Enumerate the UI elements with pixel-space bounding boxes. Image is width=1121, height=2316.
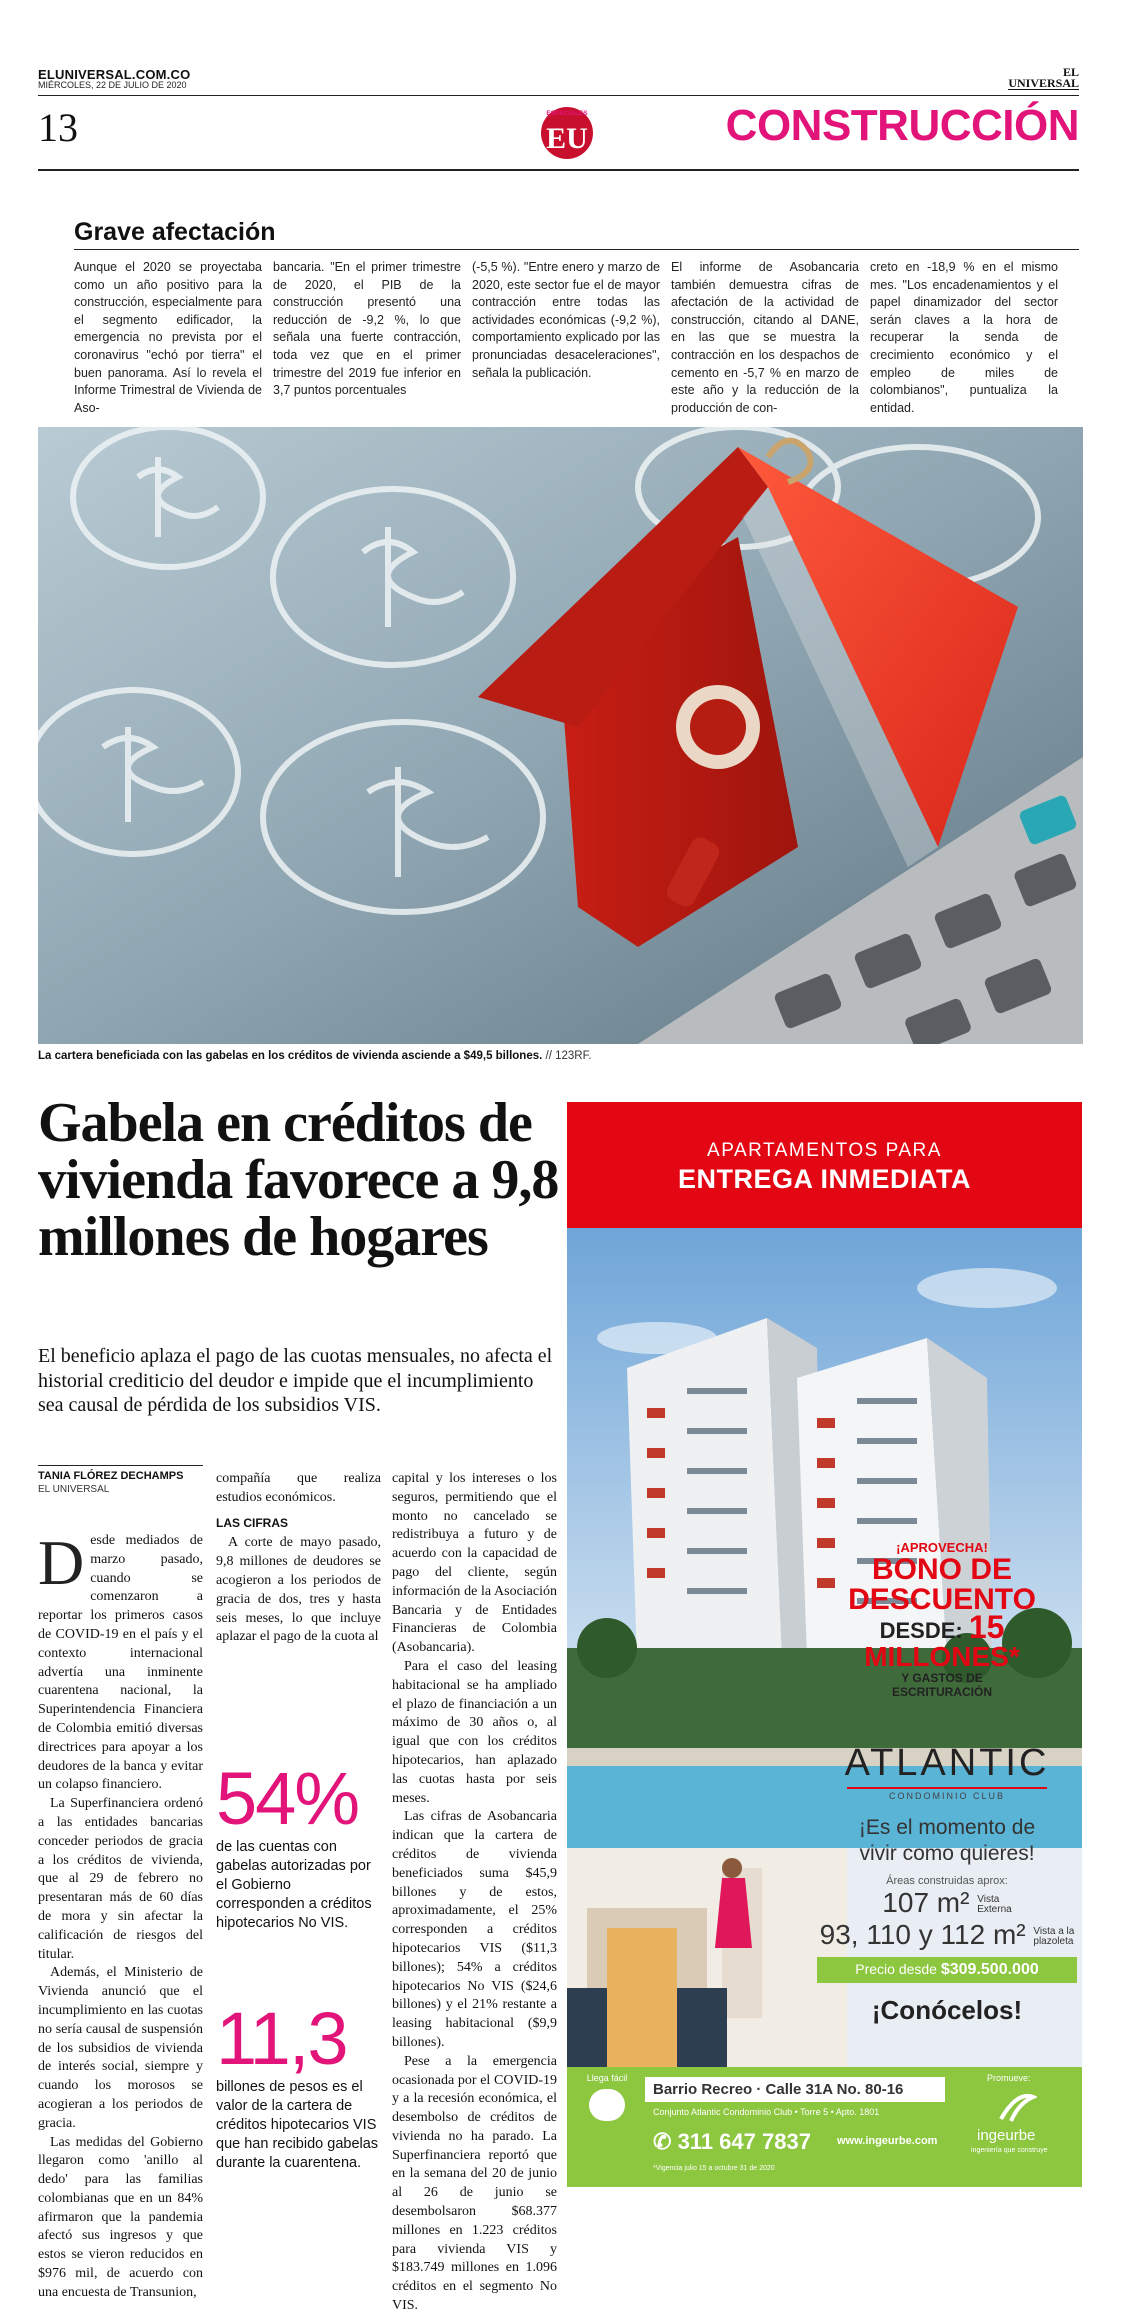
- eu-big-text: EU: [546, 122, 588, 155]
- paragraph: Pese a la emergencia ocasionada por el COVID-19 y a la recesión económica, el desembolso de créditos de vivienda no ha parado. La Superfinanciera reportó que en la semana del 20 de junio al 26 de junio se desembolsaron $68.377 millones en 1.223 créditos para vivienda VIS y $183.749 millones en 1.096 créditos en el segmento No VIS.: [392, 2053, 557, 2314]
- phone-icon: ✆: [653, 2129, 672, 2154]
- article-deck: El beneficio aplaza el pago de las cuotas mensuales, no afecta el historial crediticio del deudor e impide que el incumplimiento sea causal de pérdida de los subsidios VIS.: [38, 1345, 553, 1416]
- promo-desde: DESDE:: [879, 1618, 963, 1643]
- sidebar-story-title: Grave afectación: [74, 218, 276, 246]
- price-bar: [817, 1957, 1077, 1983]
- area-2: 93, 110 y 112 m²: [819, 1919, 1026, 1950]
- area-2-note-2: plazoleta: [1033, 1936, 1074, 1947]
- logo-bottom: UNIVERSAL: [1008, 76, 1079, 90]
- paragraph: compañía que realiza estudios económicos.: [216, 1471, 381, 1505]
- eu-small-text: ESPECIALES: [546, 110, 588, 117]
- site-url: ELUNIVERSAL.COM.CO: [38, 67, 191, 82]
- disclaimer: *Vigencia julio 15 a octubre 31 de 2020: [653, 2165, 775, 2172]
- area-row-2: [817, 1919, 1077, 1951]
- article-column-3: [392, 1470, 557, 2316]
- price-label: Precio desde: [855, 1961, 937, 1977]
- paragraph: Las medidas del Gobierno llegaron como 'anillo al dedo' para las familias colombianas que en un 84% afirmaron que la pandemia afectó sus ingresos y que estos se vieron reducidos en $976 mil, de acuerdo con una encuesta de Transunion,: [38, 2134, 203, 2300]
- stat-box-1: [216, 1757, 381, 1933]
- sidebar-story-column-5: creto en -18,9 % en el mismo mes. "Los encadenamientos y el papel dinamizador del sector serán claves a la hora de recuperar la senda de crecimiento económico y el empleo de miles de colombianos", puntualiza la entidad.: [870, 260, 1058, 415]
- promo-line-5: MILLONES*: [864, 1641, 1020, 1672]
- ad-top-bold: ENTREGA INMEDIATA: [678, 1164, 971, 1194]
- subhead: LAS CIFRAS: [216, 1515, 288, 1530]
- promo-line-3: DESCUENTO: [848, 1583, 1036, 1616]
- promo-line-7: ESCRITURACIÓN: [891, 1685, 992, 1699]
- slogan-line-2: vivir como quieres!: [859, 1842, 1035, 1865]
- paragraph: Para el caso del leasing habitacional se ha ampliado el plazo de financiación a un máximo de 30 años o, al igual que con los créditos hipotecarios, han aplazado las cuotas hasta por seis meses.: [392, 1658, 557, 1806]
- header-rule: [38, 95, 1079, 96]
- byline-rule: [38, 1465, 203, 1466]
- sidebar-story-column-3: (-5,5 %). "Entre enero y marzo de 2020, este sector fue el de mayor contracción entre todas las actividades económicas (-9,2 %), comportamiento explicado por las pronunciadas desaceleraciones", señala la publicación.: [472, 260, 660, 380]
- promo-badge: [817, 1540, 1067, 1699]
- brand-name: ATLANTIC: [844, 1742, 1050, 1784]
- advertisement-atlantic[interactable]: [567, 1102, 1082, 2187]
- article-column-2: [216, 1470, 381, 1647]
- slogan-line-1: ¡Es el momento de: [858, 1816, 1036, 1839]
- article-headline: Gabela en créditos de vivienda favorece a 9,8 millones de hogares: [38, 1092, 559, 1268]
- sidebar-story-column-4: El informe de Asobancaria también demuestra cifras de afectación de la actividad de construcción, citando al DANE, en las que se muestra la contracción en los despachos de cemento en -5,7 % en marzo de este año y la reducción de la producción de con-: [671, 260, 859, 415]
- stat-box-2: [216, 1997, 381, 2173]
- waze-label: Llega fácil: [586, 2073, 628, 2083]
- stat-value: 11,3: [216, 1997, 347, 2080]
- stat-text: billones de pesos es el valor de la cartera de créditos hipotecarios VIS que han recibido gabelas durante la cuarentena.: [216, 2079, 379, 2171]
- ad-top-line: APARTAMENTOS PARA: [707, 1140, 942, 1161]
- sidebar-story-column-1: Aunque el 2020 se proyectaba como un año positivo para la construcción, especialmente para el segmento edificador, la emergencia no prevista por el coronavirus "echó por tierra" el buen panorama. Así lo revela el Informe Trimestral de Vivienda de Aso-: [74, 260, 262, 415]
- developer-sub: ingeniería que construye: [971, 2147, 1048, 2154]
- section-rule: [38, 169, 1079, 171]
- promo-line-1: ¡APROVECHA!: [896, 1540, 988, 1555]
- article-column-1: [38, 1527, 203, 2303]
- section-title: CONSTRUCCIÓN: [725, 101, 1079, 150]
- paragraph: Además, el Ministerio de Vivienda anunció que el incumplimiento en las cuotas no sería causal de suspensión de los subsidios de vivienda de interés social, siempre y cuando los morosos se acogieran a los periodos de gracia.: [38, 1965, 203, 2131]
- promo-line-2: BONO DE: [871, 1553, 1012, 1586]
- publication-date: MIÉRCOLES, 22 DE JULIO DE 2020: [38, 80, 187, 90]
- stat-value: 54%: [216, 1757, 359, 1840]
- address-sub: Conjunto Atlantic Condominio Club • Torre 5 • Apto. 1801: [653, 2107, 880, 2117]
- drop-cap: D: [38, 1527, 85, 1598]
- caption-credit: // 123RF.: [542, 1050, 592, 1062]
- paragraph: capital y los intereses o los seguros, permitiendo que el monto no cancelado se redistribuya a futuro y de acuerdo con la capacidad de pago del cliente, según información de la Asociación Bancaria y de Entidades Financieras de Colombia (Asobancaria).: [392, 1471, 557, 1656]
- area-row-1: [817, 1887, 1077, 1919]
- caption-text: La cartera beneficiada con las gabelas en los créditos de vivienda asciende a $49,5 billones.: [38, 1050, 543, 1062]
- article-author: TANIA FLÓREZ DECHAMPS: [38, 1470, 184, 1482]
- area-1: 107 m²: [882, 1887, 970, 1918]
- sidebar-story-rule: [74, 249, 1079, 250]
- waze-icon[interactable]: [589, 2089, 625, 2121]
- website[interactable]: www.ingeurbe.com: [837, 2135, 938, 2147]
- area-1-note-2: Externa: [977, 1904, 1012, 1915]
- ad-footer: [567, 2067, 1082, 2187]
- sidebar-story-column-2: bancaria. "En el primer trimestre de 2020, el PIB de la construcción presentó una reducción de -9,2 %, lo que señala una fuerte contracción, toda vez que en el primer trimestre del 2019 fue inferior en 3,7 puntos porcentuales: [273, 260, 461, 398]
- paragraph: La Superfinanciera ordenó a las entidades bancarias conceder periodos de gracia a los créditos de vivienda, que al 29 de febrero no presentaran más de 60 días de mora y sin afectar la calificación de riesgos del titular.: [38, 1796, 203, 1962]
- brand-sub: CONDOMINIO CLUB: [888, 1791, 1005, 1801]
- promo-amount: 15: [968, 1609, 1005, 1645]
- especiales-eu-logo: [537, 102, 597, 160]
- newspaper-logo: [1008, 67, 1079, 90]
- price-value: $309.500.000: [940, 1961, 1039, 1978]
- area-2-note-1: Vista a la: [1033, 1926, 1075, 1937]
- atlantic-brand: [817, 1742, 1077, 2026]
- phone[interactable]: 311 647 7837: [677, 2129, 811, 2154]
- article-outlet: EL UNIVERSAL: [38, 1484, 110, 1495]
- photo-caption: [38, 1050, 592, 1062]
- ingeurbe-logo-icon: [997, 2089, 1037, 2125]
- areas-label: Áreas construidas aprox:: [886, 1875, 1008, 1887]
- address: Barrio Recreo · Calle 31A No. 80-16: [653, 2081, 904, 2098]
- promo-line-6: Y GASTOS DE: [901, 1671, 983, 1685]
- paragraph: esde mediados de marzo pasado, cuando se comenzaron a reportar los primeros casos de COVID-19 en el país y el contexto internacional advertía una inminente cuarentena nacional, la Superintendencia Financiera de Colombia emitió diversas directrices para apoyar a los deudores de la banca y evitar un colapso financiero.: [38, 1533, 203, 1793]
- paragraph: Las cifras de Asobancaria indican que la cartera de créditos de vivienda beneficiados suma $45,9 billones y de estos, aproximadamente, el 25% corresponden a créditos hipotecarios VIS ($11,3 billones); 54% a créditos hipotecarios No VIS ($24,6 billones) y el 21% restante a leasing habitacional ($9,9 billones).: [392, 1809, 557, 2050]
- promo-line-4: [817, 1609, 1067, 1645]
- address-box: [645, 2077, 945, 2102]
- area-1-note-1: Vista: [977, 1894, 1000, 1905]
- phone-row: [653, 2129, 811, 2155]
- developer-name: ingeurbe: [977, 2127, 1036, 2144]
- logo-top: EL: [1062, 65, 1079, 79]
- developer-label: Promueve:: [987, 2073, 1031, 2083]
- cta: ¡Conócelos!: [871, 1995, 1023, 2025]
- paragraph: A corte de mayo pasado, 9,8 millones de deudores se acogieron a los periodos de gracia de dos, tres y hasta seis meses, lo que incluye aplazar el pago de la cuota al: [216, 1535, 381, 1645]
- stat-text: de las cuentas con gabelas autorizadas por el Gobierno corresponden a créditos hipotecarios No VIS.: [216, 1839, 372, 1931]
- house-calculator-photo: [38, 427, 1083, 1044]
- page-number: 13: [38, 105, 78, 150]
